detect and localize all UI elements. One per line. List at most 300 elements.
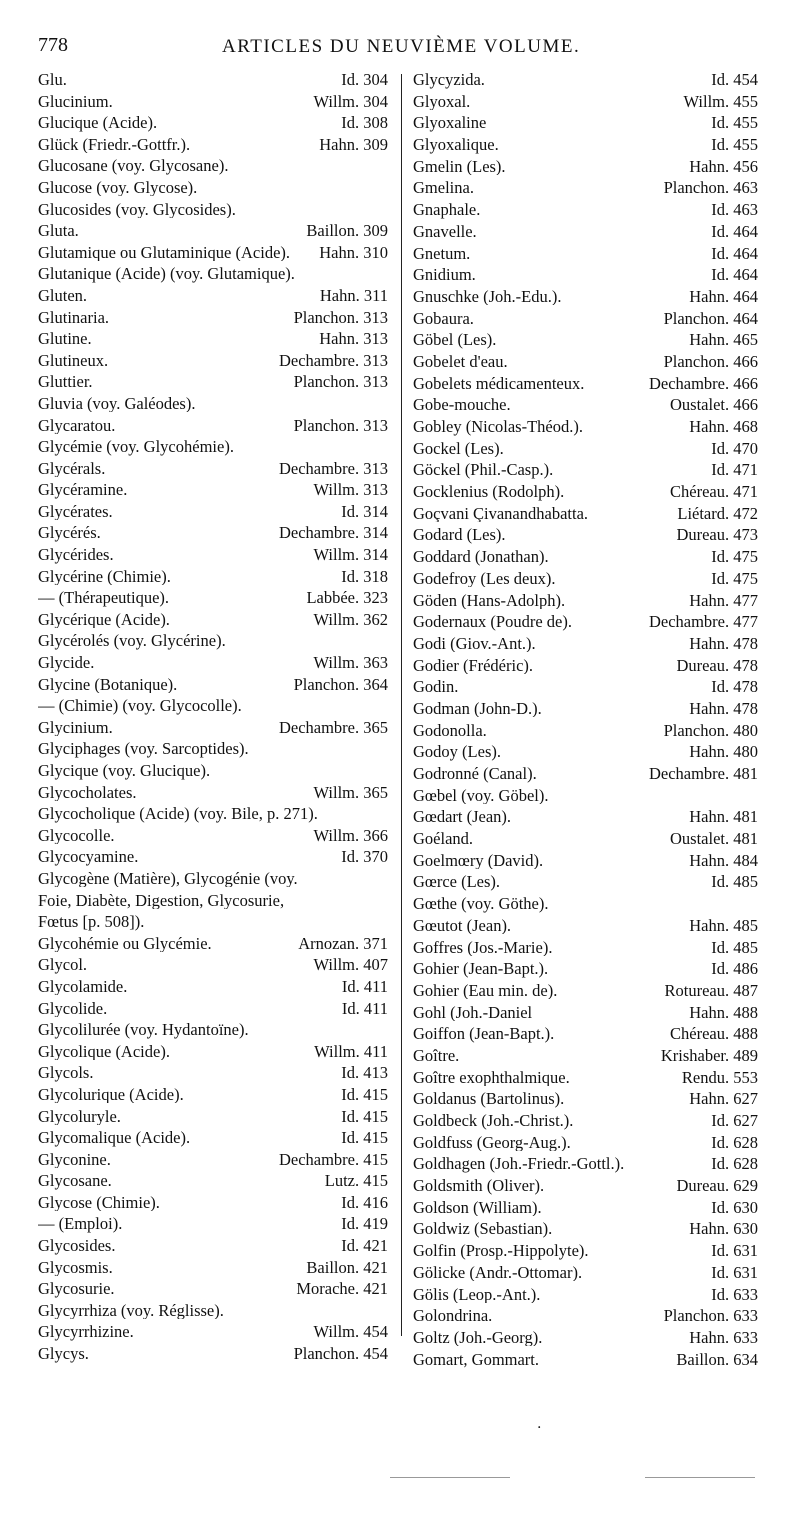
index-entry [413,1026,758,1048]
entry-term: Goldson (William). [413,1199,542,1217]
index-entry [413,397,758,419]
entry-reference: Id. 318 [341,566,388,586]
entry-term: Golondrina. [413,1308,493,1325]
entry-term: Gohier (Eau min. de). [413,982,558,1000]
entry-term: Glyconine. [38,1151,111,1169]
entry-term: Glucosides (voy. Glycosides). [38,201,236,219]
entry-term: Göden (Hans-Adolph). [413,592,566,609]
entry-reference: Willm. 411 [314,1041,388,1061]
index-entry [413,156,758,181]
entry-reference: Dechambre. 313 [278,350,388,370]
index-entry [413,419,758,441]
entry-term: Godernaux (Poudre de). [413,614,572,631]
page-header [0,34,800,64]
entry-reference: Id. 463 [711,200,758,220]
index-entry [38,1022,388,1044]
index-entry [38,285,388,310]
entry-reference: Id. 628 [711,1154,758,1174]
index-entry [38,439,388,461]
entry-term: Glycolilurée (voy. Hydantoïne). [38,1022,249,1039]
entry-reference: Hahn. 311 [319,285,388,305]
index-entry [38,1238,388,1260]
index-entry [413,961,758,983]
entry-term: Glutanique (Acide) (voy. Glutamique). [38,266,295,283]
index-entry [413,568,758,593]
entry-term: Goldsmith (Oliver). [413,1178,545,1195]
entry-term: Glycémie (voy. Glycohémie). [38,439,234,456]
index-entry [38,717,388,742]
entry-term: Glycogène (Matière), Glycogénie (voy. [38,870,298,888]
entry-reference: Hahn. 478 [689,633,758,653]
index-entry [413,527,758,549]
entry-reference: Hahn. 478 [689,698,758,718]
index-entry [38,806,388,828]
running-title: ARTICLES DU NEUVIÈME VOLUME. [222,36,581,57]
index-entry [38,202,388,224]
entry-reference: Oustalet. 466 [670,395,758,415]
entry-term: Glycérés. [38,525,101,542]
entry-term: Gobelets médicamenteux. [413,375,585,393]
index-entry [413,1197,758,1222]
footer-rule [645,1477,755,1478]
entry-term: Glycosides. [38,1238,116,1255]
entry-reference: Willm. 407 [313,955,388,975]
entry-reference: Morache. 421 [296,1279,388,1299]
entry-term: Gœrce (Les). [413,874,501,891]
entry-reference: Rendu. 553 [681,1067,758,1087]
entry-term: Gnuschke (Joh.-Edu.). [413,288,562,306]
entry-reference: Hahn. 477 [689,590,758,610]
entry-term: Gobaura. [413,310,474,328]
index-entry [413,438,758,463]
index-entry [413,267,758,289]
entry-reference: Id. 421 [341,1236,388,1256]
index-entry [413,980,758,1005]
index-entry [413,1156,758,1178]
entry-reference: Hahn. 465 [689,330,758,350]
entry-reference: Id. 633 [711,1284,758,1304]
index-entry [38,893,388,915]
entry-term: Goddard (Jonathan). [413,549,549,566]
entry-reference: Hahn. 488 [689,1002,758,1022]
entry-reference: Planchon. 313 [293,372,388,392]
index-entry [413,1132,758,1157]
entry-reference: Rotureau. 487 [664,980,758,1000]
entry-reference: Hahn. 468 [689,417,758,436]
entry-reference: Labbée. 323 [306,588,388,608]
index-entry [38,115,388,137]
index-entry [413,1308,758,1330]
entry-reference: Baillon. 309 [306,221,388,241]
left-column [38,72,388,1368]
index-entry [413,180,758,202]
entry-term: Glycique (voy. Glucique). [38,763,211,780]
page-number: 778 [38,34,68,56]
entry-term: Gnidium. [413,267,476,284]
index-entry [38,547,388,569]
entry-term: Glycolurique (Acide). [38,1086,184,1104]
index-entry [38,871,388,893]
entry-term: Gobelet d'eau. [413,353,508,371]
entry-term: Godi (Giov.-Ant.). [413,635,536,653]
index-entry [38,158,388,180]
index-entry [38,1173,388,1195]
entry-term: Glycolamide. [38,978,128,996]
entry-reference: Hahn. 309 [319,134,388,154]
entry-term: Glycosane. [38,1173,112,1190]
entry-reference: Dechambre. 466 [648,373,758,393]
entry-reference: Planchon. 313 [293,415,388,435]
entry-reference: Chéreau. 471 [670,482,758,502]
entry-term: — (Chimie) (voy. Glycocolle). [38,698,242,715]
index-entry [413,679,758,701]
entry-reference: Planchon. 313 [293,307,388,327]
index-entry [413,1284,758,1309]
entry-reference: Lutz. 415 [324,1171,388,1191]
index-entry [413,744,758,766]
entry-term: Goelmœry (David). [413,852,544,870]
entry-term: Glycys. [38,1346,89,1363]
index-entry [38,501,388,526]
index-entry [413,831,758,853]
entry-term: Godoy (Les). [413,744,501,761]
entry-term: Goltz (Joh.-Georg). [413,1329,543,1347]
index-entry [413,614,758,636]
entry-term: Goldwiz (Sebastian). [413,1221,553,1238]
entry-term: Gockel (Les). [413,440,504,458]
entry-term: Gölicke (Andr.-Ottomar). [413,1264,583,1282]
entry-reference: Id. 475 [711,547,758,567]
index-entry [413,115,758,137]
index-entry [38,698,388,720]
index-entry [38,396,388,418]
index-entry [38,525,388,547]
index-entry [38,566,388,591]
index-entry [413,1327,758,1352]
entry-term: Goître. [413,1047,460,1065]
entry-reference: Planchon. 364 [293,674,388,694]
index-entry [413,1221,758,1243]
entry-term: Glyoxalique. [413,137,499,154]
index-entry [38,266,388,288]
entry-term: Foie, Diabète, Digestion, Glycosurie, [38,892,285,910]
entry-reference: Id. 415 [341,1106,388,1126]
index-entry [38,1041,388,1066]
entry-term: Glucose (voy. Glycose). [38,179,198,197]
entry-term: Glycomalique (Acide). [38,1130,191,1147]
entry-reference: Liétard. 472 [677,503,758,523]
entry-reference: Willm. 304 [313,91,388,111]
entry-reference: Id. 485 [711,872,758,892]
entry-reference: Id. 470 [711,438,758,458]
entry-term: Glycoluryle. [38,1108,121,1125]
entry-term: Glucique (Acide). [38,115,158,132]
index-entry [38,782,388,807]
entry-reference: Id. 370 [341,847,388,867]
index-entry [38,633,388,655]
index-entry [38,1065,388,1087]
entry-reference: Hahn. 627 [689,1089,758,1109]
footer-rule [390,1477,510,1478]
entry-reference: Id. 411 [341,976,388,996]
entry-reference: Baillon. 634 [676,1349,758,1369]
entry-reference: Id. 304 [341,70,388,89]
entry-term: Gluten. [38,287,88,305]
index-entry [38,223,388,245]
entry-reference: Dureau. 473 [676,525,758,545]
entry-term: Göckel (Phil.-Casp.). [413,462,554,479]
index-entry [413,221,758,246]
entry-reference: Id. 471 [711,460,758,480]
index-entry [38,933,388,958]
index-entry [38,1130,388,1152]
entry-reference: Willm. 314 [313,545,388,565]
entry-term: Glucosane (voy. Glycosane). [38,158,229,175]
entry-reference: Krishaber. 489 [660,1045,758,1065]
entry-term: Godin. [413,679,459,696]
index-entry [38,1324,388,1346]
index-entry [413,1113,758,1135]
entry-term: Godman (John-D.). [413,700,542,718]
entry-reference: Id. 308 [341,113,388,133]
entry-reference: Id. 411 [341,998,388,1018]
entry-term: Glucinium. [38,93,113,111]
index-entry [38,242,388,267]
entry-reference: Hahn. 310 [319,242,388,262]
index-entry [38,825,388,850]
entry-reference: Dureau. 629 [676,1176,758,1196]
index-entry [38,180,388,202]
index-entry [38,482,388,504]
entry-term: Glycide. [38,655,95,672]
entry-reference: Planchon. 454 [293,1344,388,1364]
entry-reference: Hahn. 484 [689,850,758,870]
entry-reference: Dechambre. 313 [278,458,388,478]
entry-term: Gnaphale. [413,202,481,219]
index-entry [413,1178,758,1200]
entry-term: Glutine. [38,331,92,348]
index-entry [38,763,388,785]
entry-term: Goldbeck (Joh.-Christ.). [413,1113,574,1130]
entry-term: Glycol. [38,957,88,974]
entry-term: Glycocyamine. [38,849,139,866]
entry-reference: Id. 464 [711,243,758,263]
index-entry [38,134,388,159]
index-entry [413,351,758,376]
entry-term: Glyoxal. [413,93,471,111]
entry-reference: Chéreau. 488 [670,1024,758,1044]
entry-term: Glycolique (Acide). [38,1043,170,1061]
entry-term: Glycyrrhiza (voy. Réglisse). [38,1302,224,1320]
entry-reference: Baillon. 421 [306,1257,388,1277]
entry-reference: Id. 415 [341,1084,388,1104]
entry-reference: Id. 314 [341,501,388,521]
index-entry [38,1149,388,1174]
entry-reference: Id. 627 [711,1111,758,1130]
index-entry [413,590,758,615]
index-entry [38,998,388,1023]
index-entry [413,137,758,159]
index-entry [38,957,388,979]
index-entry [38,849,388,871]
entry-reference: Id. 464 [711,221,758,241]
entry-term: Glycosurie. [38,1281,115,1298]
column-divider [401,74,402,1336]
entry-term: Gomart, Gommart. [413,1351,540,1369]
entry-term: Glycérals. [38,460,106,478]
index-entry [38,307,388,332]
index-entry [413,1349,758,1374]
index-entry [413,332,758,354]
entry-term: Fœtus [p. 508]). [38,914,145,931]
entry-term: Glycérolés (voy. Glycérine). [38,633,226,650]
index-entry [413,549,758,571]
entry-term: Gœutot (Jean). [413,917,512,935]
entry-term: Gluta. [38,223,79,240]
index-entry [413,1067,758,1092]
entry-reference: Hahn. 464 [689,286,758,306]
entry-reference: Willm. 454 [313,1322,388,1342]
entry-term: Godronné (Canal). [413,766,537,783]
entry-term: Gœbel (voy. Göbel). [413,787,549,805]
entry-term: Glycyrrhizine. [38,1324,134,1341]
entry-reference: Id. 464 [711,265,758,285]
entry-term: Glycose (Chimie). [38,1194,160,1212]
entry-term: Godonolla. [413,722,487,740]
index-entry [413,503,758,528]
index-entry [413,720,758,745]
index-entry [38,331,388,353]
entry-reference: Id. 475 [711,568,758,588]
entry-term: Godefroy (Les deux). [413,570,556,588]
entry-reference: Id. 454 [711,70,758,89]
entry-term: — (Emploi). [38,1216,123,1233]
entry-term: Goldfuss (Georg-Aug.). [413,1134,571,1152]
entry-term: Glycols. [38,1065,94,1082]
entry-reference: Id. 485 [711,937,758,957]
index-entry [38,350,388,375]
entry-reference: Id. 455 [711,135,758,155]
entry-reference: Hahn. 456 [689,156,758,176]
entry-term: Gœthe (voy. Göthe). [413,896,549,913]
entry-reference: Planchon. 466 [663,351,758,371]
index-entry [413,655,758,680]
index-entry [38,655,388,677]
entry-term: Glutinaria. [38,309,110,327]
index-entry [413,874,758,896]
entry-term: Gobley (Nicolas-Théod.). [413,419,583,436]
entry-reference: Id. 415 [341,1128,388,1148]
index-entry [38,1303,388,1325]
entry-reference: Hahn. 485 [689,915,758,935]
index-entry [413,633,758,658]
entry-reference: Id. 413 [341,1063,388,1083]
entry-term: Goldanus (Bartolinus). [413,1091,565,1108]
entry-reference: Hahn. 633 [689,1327,758,1347]
entry-term: Gmelina. [413,180,474,197]
entry-reference: Hahn. 480 [689,742,758,762]
entry-reference: Willm. 455 [683,91,758,111]
entry-term: Gohier (Jean-Bapt.). [413,961,549,978]
entry-term: Glyoxaline [413,115,487,132]
index-entry [38,741,388,763]
index-entry [38,1281,388,1303]
entry-term: Gobe-mouche. [413,397,511,414]
index-entry [413,202,758,224]
entry-term: Goffres (Jos.-Marie). [413,939,553,956]
entry-reference: Hahn. 313 [319,329,388,349]
entry-term: Glycyzida. [413,72,485,89]
entry-term: Glycérates. [38,503,113,521]
entry-term: Gluttier. [38,374,93,391]
entry-reference: Planchon. 480 [663,720,758,740]
index-entry [38,374,388,396]
entry-term: Glycéramine. [38,482,128,499]
entry-reference: Oustalet. 481 [670,829,758,849]
index-entry [413,72,758,94]
entry-reference: Dechambre. 481 [648,764,758,783]
index-entry [413,1262,758,1287]
index-entry [413,1002,758,1027]
right-column [413,72,758,1373]
entry-term: Glycinium. [38,719,113,737]
index-entry [413,809,758,831]
entry-term: Glutamique ou Glutaminique (Acide). [38,244,291,262]
index-entry [413,915,758,940]
entry-term: Glycérides. [38,547,114,564]
index-entry [38,91,388,116]
entry-term: Gnetum. [413,245,471,262]
index-entry [38,415,388,440]
index-entry [38,1106,388,1131]
entry-term: Glycocholique (Acide) (voy. Bile, p. 271). [38,806,318,823]
index-entry [38,914,388,936]
index-entry [413,462,758,484]
index-entry [38,609,388,634]
entry-reference: Id. 630 [711,1197,758,1217]
entry-term: Glycohémie ou Glycémie. [38,935,212,953]
entry-reference: Id. 416 [341,1192,388,1212]
entry-reference: Dechambre. 314 [278,523,388,543]
entry-term: Goéland. [413,831,474,848]
entry-term: Göbel (Les). [413,332,497,349]
entry-reference: Id. 628 [711,1132,758,1152]
entry-term: Goçvani Çivanandhabatta. [413,505,589,523]
entry-reference: Id. 631 [711,1241,758,1261]
entry-reference: Hahn. 630 [689,1219,758,1239]
index-entry [413,1091,758,1113]
entry-term: Gohl (Joh.-Daniel [413,1004,533,1022]
entry-reference: Dureau. 478 [676,655,758,675]
entry-term: Glycolide. [38,1000,108,1018]
entry-term: Glycérique (Acide). [38,611,170,629]
entry-term: Golfin (Prosp.-Hippolyte). [413,1243,589,1260]
index-entry [413,91,758,116]
entry-reference: Arnozan. 371 [298,933,388,953]
entry-reference: Dechambre. 477 [648,612,758,632]
index-entry [413,850,758,875]
entry-reference: Id. 478 [711,677,758,697]
entry-term: Goldhagen (Joh.-Friedr.-Gottl.). [413,1156,625,1173]
index-entry [413,766,758,788]
entry-term: Godier (Frédéric). [413,657,534,675]
entry-reference: Planchon. 633 [663,1306,758,1326]
entry-reference: Id. 631 [711,1262,758,1282]
entry-term: Glu. [38,72,67,89]
index-entry [38,976,388,1001]
index-entry [413,896,758,918]
entry-term: Glycérine (Chimie). [38,568,171,586]
